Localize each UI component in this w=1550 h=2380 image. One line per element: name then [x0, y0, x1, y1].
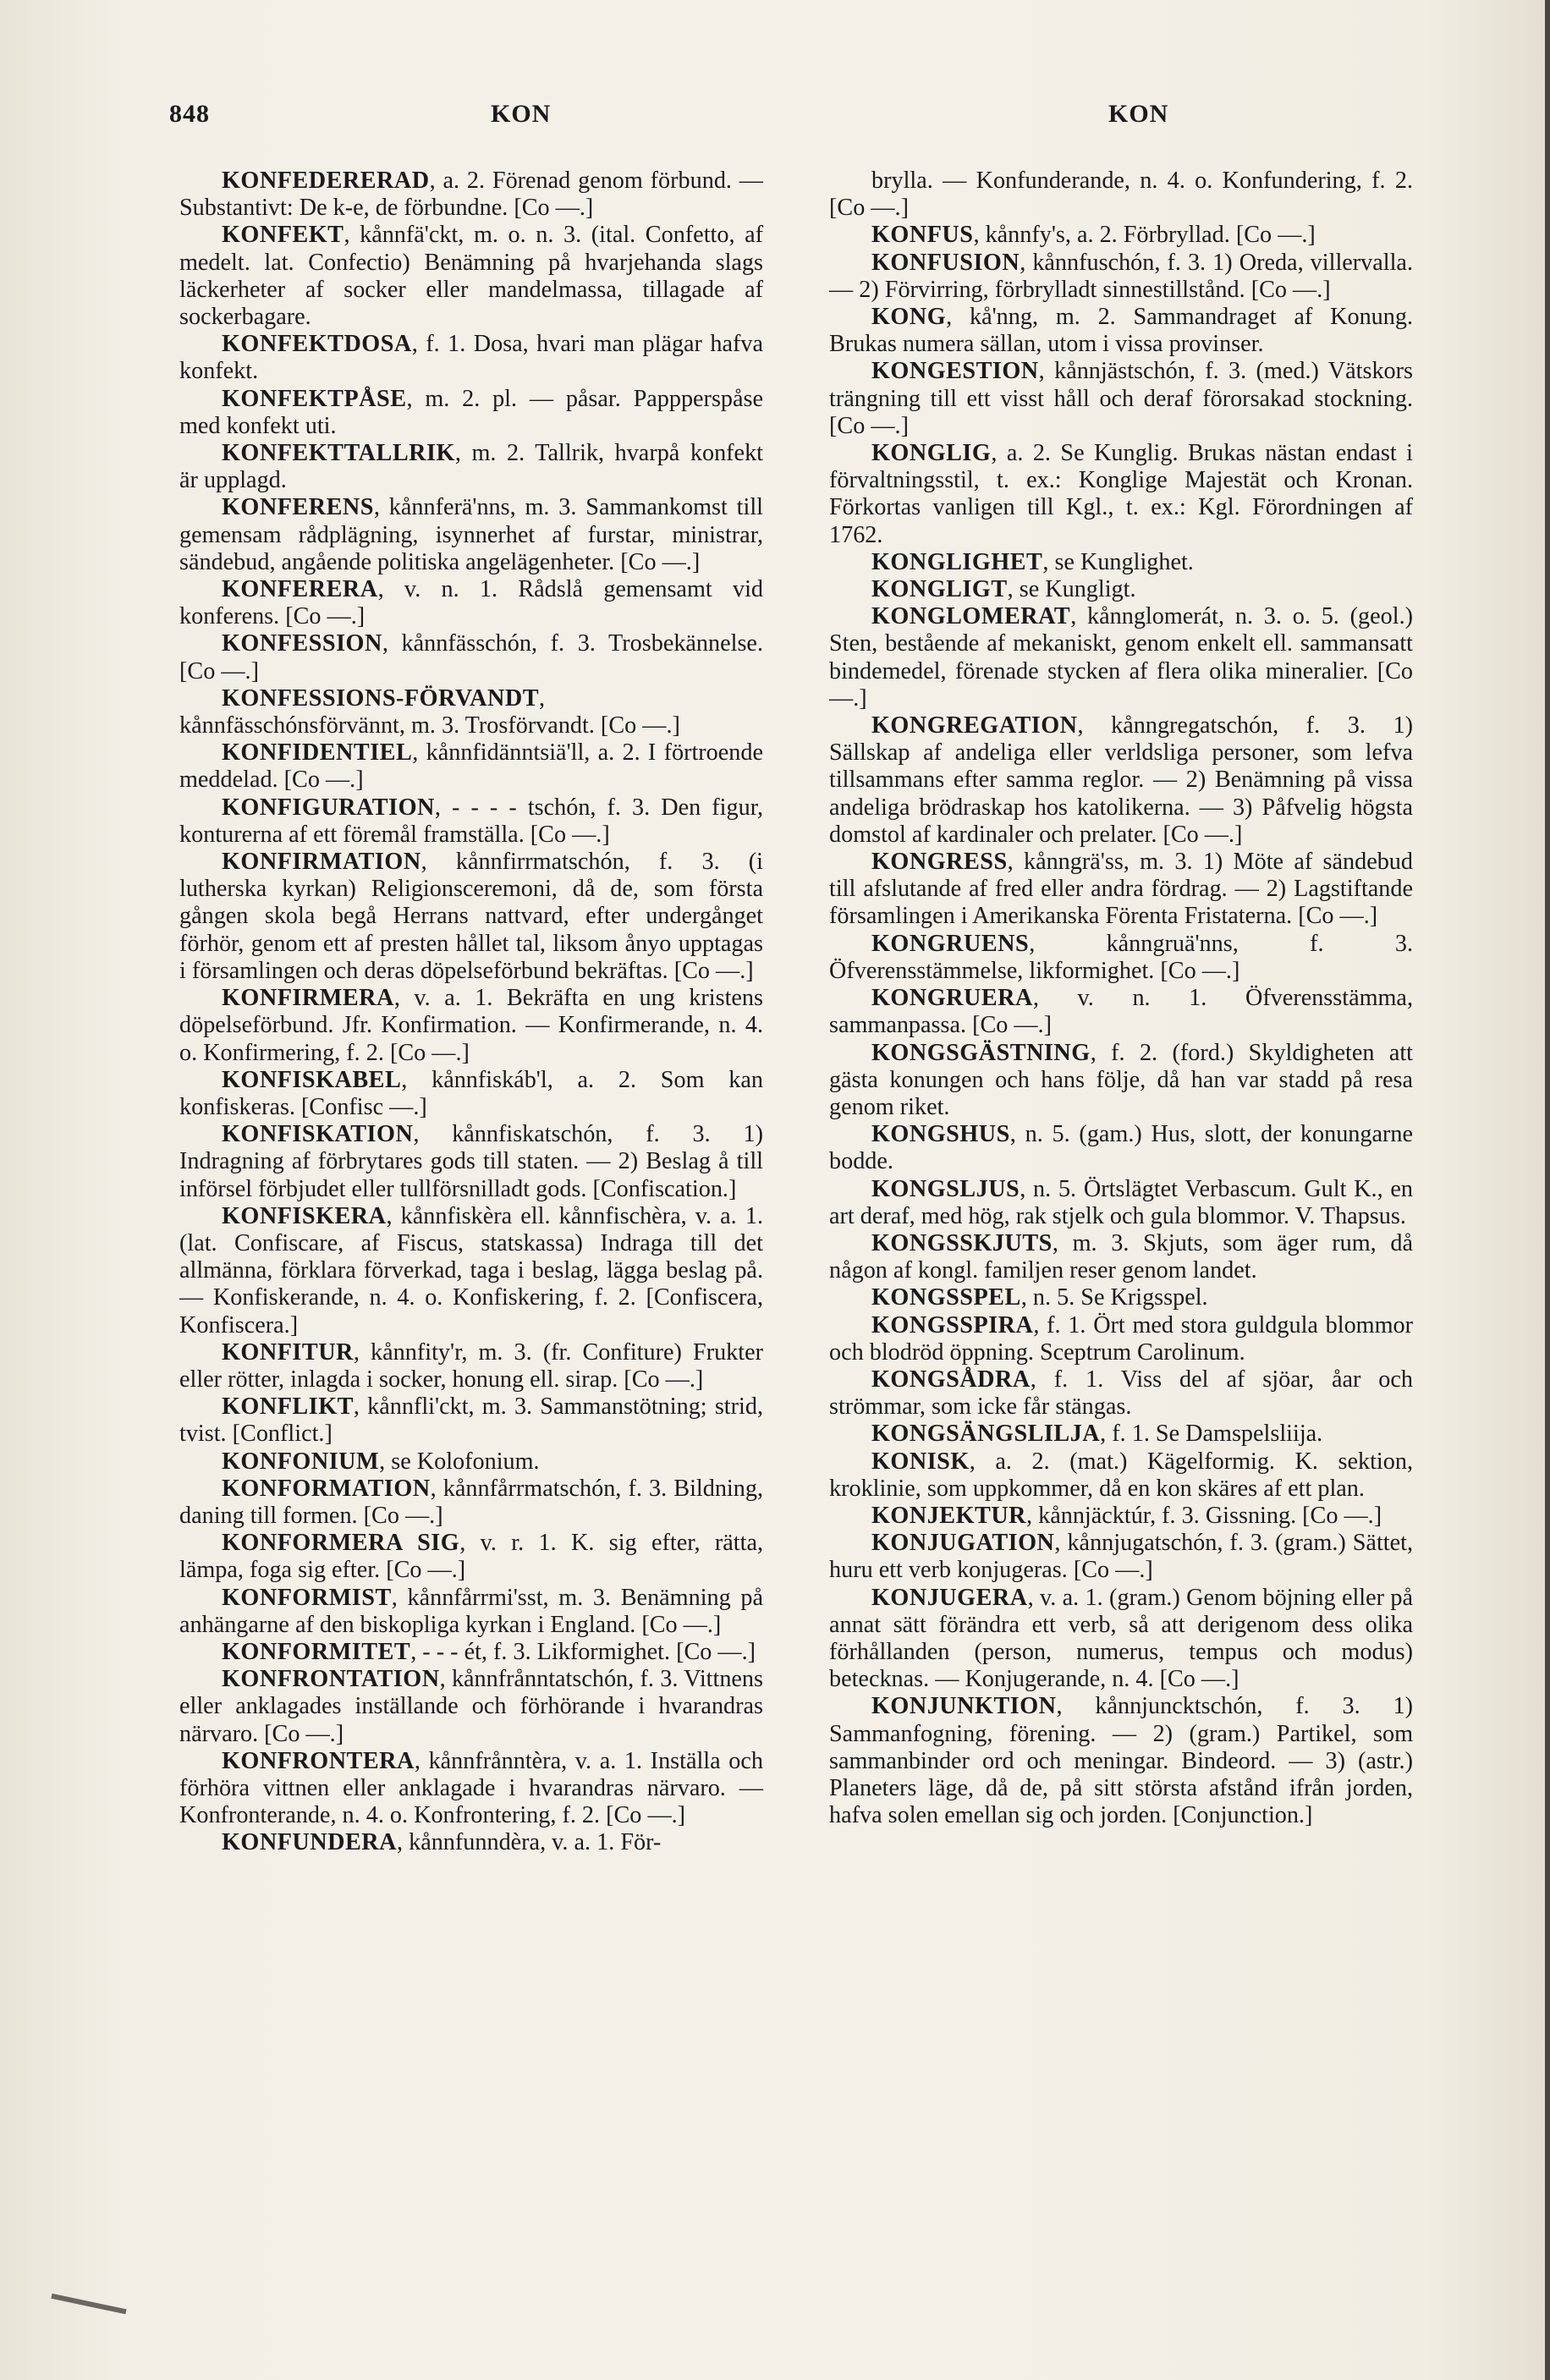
dictionary-entry: brylla. — Konfunderande, n. 4. o. Konfundering, f. 2. [Co —.] [829, 168, 1413, 222]
dictionary-entry: KONGLIGT, se Kungligt. [871, 576, 1136, 603]
dictionary-entry: KONFEDERERAD, a. 2. Förenad genom förbund. — Substantivt: De k-e, de förbundne. [Co —.] [179, 168, 763, 222]
margin-mark [51, 2294, 126, 2315]
dictionary-entry: KONGLIGHET, se Kunglighet. [871, 548, 1194, 575]
dictionary-entry: KONGREGATION, kånngregatschón, f. 3. 1) Sällskap af andeliga eller verldsliga personer, som lefva tillsammans efter samma reglor. — 2) Benämning på vissa andeliga brödraskap hos katolikerna. — 3) Påfvelig högsta domstol af kardinaler och prelater. [Co —.] [829, 712, 1413, 848]
dictionary-entry: KONFEKT, kånnfä'ckt, m. o. n. 3. (ital. Confetto, af medelt. lat. Confectio) Benämning på hvarjehanda slags läckerheter af socker eller mandelmassa, tillagade af sockerbagare. [179, 222, 763, 331]
dictionary-entry: KONFIDENTIEL, kånnfidänntsiä'll, a. 2. I förtroende meddelad. [Co —.] [179, 739, 763, 794]
dictionary-entry: KONFRONTATION, kånnfrånntatschón, f. 3. Vittnens eller anklagades inställande och förhörande i hvarandras närvaro. [Co —.] [179, 1666, 763, 1747]
dictionary-entry: KONFEKTDOSA, f. 1. Dosa, hvari man plägar hafva konfekt. [179, 331, 763, 385]
dictionary-entry: KONFORMERA SIG, v. r. 1. K. sig efter, rätta, lämpa, foga sig efter. [Co —.] [179, 1530, 763, 1584]
dictionary-entry: KONFIRMATION, kånnfirrmatschón, f. 3. (i lutherska kyrkan) Religionsceremoni, då de, som första gången skola begå Herrans nattvard, efter undergånget förhör, genom ett af presten hållet tal, liksom ånyo upptagas i församlingen och deras döpelseförbund bekräftas. [Co —.] [179, 849, 763, 984]
dictionary-entry: KONFLIKT, kånnfli'ckt, m. 3. Sammanstötning; strid, tvist. [Conflict.] [179, 1393, 763, 1448]
dictionary-entry: KONGSHUS, n. 5. (gam.) Hus, slott, der konungarne bodde. [829, 1121, 1413, 1175]
dictionary-entry: KONGLIG, a. 2. Se Kunglig. Brukas nästan endast i förvaltningsstil, t. ex.: Konglige Majestät och Kronan. Förkortas vanligen till Kgl., t. ex.: Kgl. Förordningen af 1762. [829, 440, 1413, 548]
dictionary-entry: KONFISKATION, kånnfiskatschón, f. 3. 1) Indragning af förbrytares gods till staten. — 2) Beslag å till införsel förbjudet eller tullförsnilladt gods. [Confiscation.] [179, 1121, 763, 1202]
dictionary-entry: KONFESSION, kånnfässchón, f. 3. Trosbekännelse. [Co —.] [179, 630, 763, 684]
dictionary-entry: KONGLOMERAT, kånnglomerát, n. 3. o. 5. (geol.) Sten, bestående af mekaniskt, genom enkelt ell. sammansatt bindemedel, förenade stycken af flera olika mineralier. [Co —.] [829, 603, 1413, 712]
dictionary-entry: KONGSLJUS, n. 5. Örtslägtet Verbascum. Gult K., en art deraf, med hög, rak stjelk och gula blommor. V. Thapsus. [829, 1175, 1413, 1229]
dictionary-entry: KONFIRMERA, v. a. 1. Bekräfta en ung kristens döpelseförbund. Jfr. Konfirmation. — Konfirmerande, n. 4. o. Konfirmering, f. 2. [Co —.] [179, 985, 763, 1066]
running-head-right: KON [1108, 100, 1169, 128]
dictionary-entry: KONFESSIONS-FÖRVANDT, kånnfässchónsförvännt, m. 3. Trosförvandt. [Co —.] [179, 684, 680, 739]
dictionary-entry: KONFISKERA, kånnfiskèra ell. kånnfischèra, v. a. 1. (lat. Confiscare, af Fiscus, statskassa) Indraga till det allmänna, förklara förverkad, taga i beslag, lägga beslag på. — Konfiskerande, n. 4. o. Konfiskering, f. 2. [Confiscera, Konfiscera.] [179, 1202, 763, 1338]
dictionary-entry: KONFIGURATION, - - - - tschón, f. 3. Den figur, konturerna af ett föremål framställa. [Co —.] [179, 794, 763, 848]
dictionary-entry: KONGSÅDRA, f. 1. Viss del af sjöar, åar och strömmar, som icke får stängas. [829, 1366, 1413, 1421]
dictionary-entry: KONFISKABEL, kånnfiskáb'l, a. 2. Som kan konfiskeras. [Confisc —.] [179, 1066, 763, 1120]
right-column [829, 168, 1413, 1829]
dictionary-entry: KONGESTION, kånnjästschón, f. 3. (med.) Vätskors trängning till ett visst håll och deraf förorsakad stockning. [Co —.] [829, 358, 1413, 439]
dictionary-entry: KONFORMATION, kånnfårrmatschón, f. 3. Bildning, daning till formen. [Co —.] [179, 1475, 763, 1529]
dictionary-entry: KONGSGÄSTNING, f. 2. (ford.) Skyldigheten att gästa konungen och hans följe, då han var stadd på resa genom riket. [829, 1039, 1413, 1120]
dictionary-entry: KONFRONTERA, kånnfrånntèra, v. a. 1. Inställa och förhöra vittnen eller anklagade i hvarandras närvaro. — Konfronterande, n. 4. o. Konfrontering, f. 2. [Co —.] [179, 1747, 763, 1829]
dictionary-entry: KONJUGERA, v. a. 1. (gram.) Genom böjning eller på annat sätt förändra ett verb, så att derigenom dess olika förhållanden (person, numerus, tempus och modus) betecknas. — Konjugerande, n. 4. [Co —.] [829, 1584, 1413, 1693]
running-head-left: KON [491, 100, 552, 128]
dictionary-entry: KONGSÄNGSLILJA, f. 1. Se Damspelsliija. [871, 1421, 1323, 1448]
dictionary-entry: KONFUS, kånnfy's, a. 2. Förbryllad. [Co —.] [871, 222, 1316, 249]
dictionary-entry: KONFERENS, kånnferä'nns, m. 3. Sammankomst till gemensam rådplägning, isynnerhet af furstar, ministrar, sändebud, angående politiska angelägenheter. [Co —.] [179, 494, 763, 575]
dictionary-entry: KONGSSPIRA, f. 1. Ört med stora guldgula blommor och blodröd öppning. Sceptrum Carolinum. [829, 1311, 1413, 1366]
dictionary-entry: KONGRUENS, kånngruä'nns, f. 3. Öfverensstämmelse, likformighet. [Co —.] [829, 930, 1413, 984]
dictionary-entry: KONJUGATION, kånnjugatschón, f. 3. (gram.) Sättet, huru ett verb konjugeras. [Co —.] [829, 1530, 1413, 1584]
dictionary-entry: KONFORMITET, - - - ét, f. 3. Likformighet. [Co —.] [222, 1638, 756, 1665]
dictionary-entry: KONJUNKTION, kånnjuncktschón, f. 3. 1) Sammanfogning, förening. — 2) (gram.) Partikel, som sammanbinder ord och meningar. Bindeord. — 3) (astr.) Planeters läge, då de, på sitt största afstånd ifrån jorden, hafva solen emellan sig och jorden. [Conjunction.] [829, 1693, 1413, 1829]
page-edge [1545, 0, 1550, 2380]
dictionary-entry: KONFUSION, kånnfuschón, f. 3. 1) Oreda, villervalla. — 2) Förvirring, förbrylladt sinnestillstånd. [Co —.] [829, 249, 1413, 303]
dictionary-entry: KONFITUR, kånnfity'r, m. 3. (fr. Confiture) Frukter eller rötter, inlagda i socker, honung ell. sirap. [Co —.] [179, 1338, 763, 1393]
dictionary-entry: KONFEKTPÅSE, m. 2. pl. — påsar. Pappperspåse med konfekt uti. [179, 385, 763, 439]
left-column [179, 168, 763, 1857]
dictionary-entry: KONFORMIST, kånnfårrmi'sst, m. 3. Benämning på anhängarne af den biskopliga kyrkan i England. [Co —.] [179, 1584, 763, 1638]
page-header [169, 100, 1371, 142]
dictionary-entry: KONFERERA, v. n. 1. Rådslå gemensamt vid konferens. [Co —.] [179, 576, 763, 630]
dictionary-entry: KONFONIUM, se Kolofonium. [222, 1448, 540, 1475]
dictionary-entry: KONFEKTTALLRIK, m. 2. Tallrik, hvarpå konfekt är upplagd. [179, 440, 763, 494]
dictionary-entry: KONGSSKJUTS, m. 3. Skjuts, som äger rum, då någon af kongl. familjen reser genom landet. [829, 1229, 1413, 1284]
page-number: 848 [169, 100, 210, 128]
dictionary-entry: KONGSSPEL, n. 5. Se Krigsspel. [871, 1284, 1208, 1311]
dictionary-entry: KONG, kå'nng, m. 2. Sammandraget af Konung. Brukas numera sällan, utom i vissa provinser. [829, 304, 1413, 358]
dictionary-entry: KONGRUERA, v. n. 1. Öfverensstämma, sammanpassa. [Co —.] [829, 985, 1413, 1039]
dictionary-entry: KONFUNDERA, kånnfunndèra, v. a. 1. För- [222, 1829, 662, 1856]
dictionary-entry: KONISK, a. 2. (mat.) Kägelformig. K. sektion, kroklinie, som uppkommer, då en kon skäres af ett plan. [829, 1448, 1413, 1502]
dictionary-entry: KONJEKTUR, kånnjäcktúr, f. 3. Gissning. [Co —.] [871, 1502, 1382, 1529]
dictionary-entry: KONGRESS, kånngrä'ss, m. 3. 1) Möte af sändebud till afslutande af fred eller andra fördrag. — 2) Lagstiftande församlingen i Amerikanska Förenta Fristaterna. [Co —.] [829, 849, 1413, 930]
